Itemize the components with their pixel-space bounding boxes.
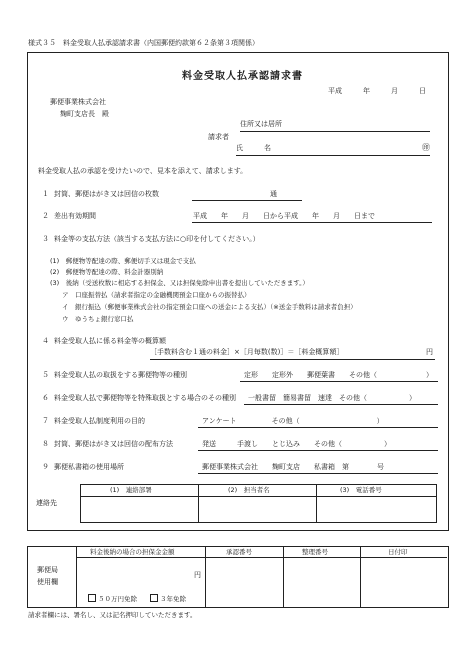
- address-label: 住所又は居所: [240, 120, 282, 128]
- item-3-option-2: (2) 郵便物等配達の際、料金計器別納: [50, 268, 164, 276]
- office-col-collateral: 料金後納の場合の担保金金額: [90, 548, 175, 556]
- name-underline: [236, 155, 430, 156]
- office-header-rule: [76, 557, 447, 558]
- contact-header-rule: [80, 496, 436, 497]
- seal-mark: ㊞: [422, 143, 430, 152]
- item-4-formula: ［手数料含む１通の料金］×［月毎数(数)］＝［料金概算額］: [150, 348, 344, 356]
- office-check-1[interactable]: ５０万円免除: [88, 594, 137, 603]
- item-5-num: ５: [42, 371, 49, 379]
- item-9-underline: [198, 473, 438, 474]
- office-col-divider-0: [76, 546, 77, 607]
- item-2-num: ２: [42, 212, 49, 220]
- item-3-option-1: (1) 郵便物等配達の際、郵便切手又は現金で支払: [50, 257, 196, 265]
- item-9-num: ９: [42, 463, 49, 471]
- item-8-num: ８: [42, 440, 49, 448]
- office-col-date-stamp: 日付印: [388, 548, 408, 556]
- contact-col-divider-2: [316, 484, 317, 522]
- item-4-num: ４: [42, 337, 49, 345]
- checkbox-icon[interactable]: [150, 594, 158, 602]
- contact-col-phone: (3) 電話番号: [340, 486, 382, 494]
- office-check-2[interactable]: ３年免除: [150, 594, 186, 603]
- item-4-unit: 円: [426, 348, 433, 356]
- item-4-label: 料金受取人払に係る料金等の概算額: [54, 337, 166, 345]
- item-7-num: ７: [42, 417, 49, 425]
- office-label-line2: 使用欄: [37, 578, 58, 586]
- form-header: 様式３５ 料金受取人払承認請求書（内国郵便約款第６２条第３項関係）: [28, 39, 259, 47]
- intro-text: 料金受取人払の承認を受けたいので、見本を添えて、請求します。: [38, 167, 248, 175]
- item-8-value: 発送 手渡し とじ込み その他（ ）: [202, 440, 391, 448]
- office-label-line1: 郵便局: [37, 566, 58, 574]
- item-6-underline: [244, 404, 438, 405]
- addressee-branch: 麹町支店長 殿: [60, 110, 109, 118]
- footer-note: 請求者欄には、署名し、又は記名押印していただきます。: [28, 611, 197, 619]
- address-underline: [240, 131, 430, 132]
- item-1-label: 封筒、郵便はがき又は回信の枚数: [54, 190, 159, 198]
- item-5-value: 定形 定形外 郵便葉書 その他（ ）: [244, 371, 433, 379]
- item-8-label: 封筒、郵便はがき又は回信の配布方法: [54, 440, 173, 448]
- date-line: 平成 年 月 日: [328, 87, 426, 95]
- item-4-underline: [150, 359, 435, 360]
- checkbox-icon[interactable]: [88, 594, 96, 602]
- requester-label: 請求者: [208, 133, 229, 141]
- item-2-underline: [192, 222, 432, 223]
- item-5-underline: [240, 381, 438, 382]
- addressee-company: 郵便事業株式会社: [50, 98, 106, 106]
- item-3-sub-a: ア 口座振替払（請求者指定の金融機関預金口座からの振替払）: [62, 291, 251, 299]
- item-3-sub-i: イ 銀行振込（郵便事業株式会社の指定預金口座への送金による支払）（※送金手数料は請求者負担）: [62, 303, 357, 311]
- item-2-value: 平成 年 月 日から平成 年 月 日まで: [193, 212, 375, 220]
- contact-col-person: (2) 担当者名: [228, 486, 270, 494]
- office-col-divider-2: [283, 546, 284, 607]
- office-col-divider-3: [360, 546, 361, 607]
- item-9-value: 郵便事業株式会社 麹町支店 私書箱 第 号: [202, 463, 384, 471]
- item-6-label: 料金受取人払で郵便物等を特殊取扱とする場合のその種別: [54, 394, 236, 402]
- office-yen: 円: [194, 571, 201, 579]
- item-7-underline: [198, 427, 438, 428]
- item-5-label: 料金受取人払の取扱をする郵便物等の種別: [54, 371, 187, 379]
- contact-col-department: (1) 連絡部署: [110, 486, 152, 494]
- item-3-num: ３: [42, 235, 49, 243]
- item-1-field: [192, 200, 302, 201]
- contact-label: 連絡先: [36, 499, 57, 507]
- contact-col-divider-1: [198, 484, 199, 522]
- item-6-num: ６: [42, 394, 49, 402]
- item-3-sub-u: ウ ゆうちょ銀行窓口払: [62, 315, 134, 323]
- item-1-unit: 通: [270, 190, 277, 198]
- item-1-num: １: [42, 190, 49, 198]
- item-9-label: 郵便私書箱の使用場所: [54, 463, 124, 471]
- name-label: 氏 名: [236, 144, 271, 152]
- item-6-value: 一般書留 簡易書留 速達 その他（ ）: [248, 394, 416, 402]
- item-7-value: アンケート その他（ ）: [202, 417, 384, 425]
- item-7-label: 料金受取人払制度利用の目的: [54, 417, 145, 425]
- office-col-ref-no: 整理番号: [302, 548, 328, 556]
- item-8-underline: [198, 450, 438, 451]
- item-3-label: 料金等の支払方法（該当する支払方法に○印を付してください。）: [54, 235, 260, 243]
- item-2-label: 差出有効期間: [54, 212, 96, 220]
- office-col-approval-no: 承認番号: [226, 548, 252, 556]
- office-col-divider-1: [205, 546, 206, 607]
- item-3-option-3: (3) 後納（受送枚数に相応する担保金、又は担保免除申出書を提出していただきます。）: [50, 279, 309, 287]
- form-title: 料金受取人払承認請求書: [182, 71, 303, 82]
